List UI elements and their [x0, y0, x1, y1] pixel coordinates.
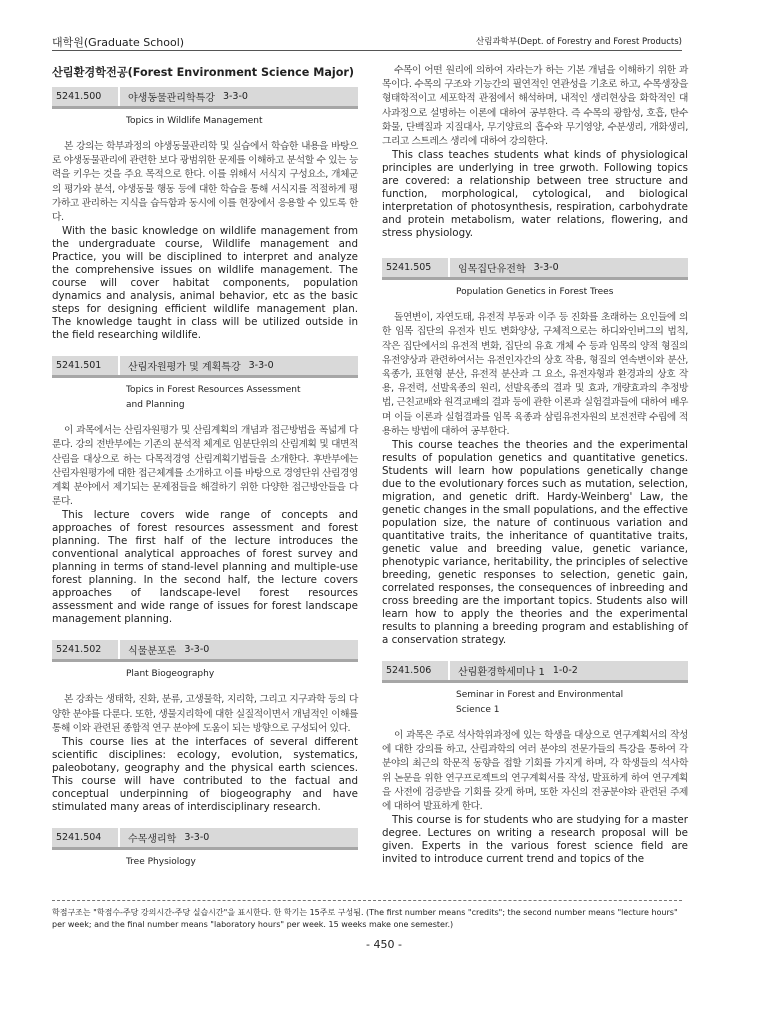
header-department: 산림과학부(Dept. of Forestry and Forest Products) — [476, 37, 682, 47]
course-code: 5241.504 — [52, 828, 120, 847]
course-block — [382, 258, 688, 647]
running-header — [52, 32, 682, 50]
course-english-name: Tree Physiology — [126, 857, 196, 868]
course-korean-name: 임목집단유전학 — [458, 264, 526, 276]
course-block — [382, 661, 688, 866]
course-english-description: This course is for students who are studying for a master degree. Lectures on writing a research proposal will be given. Experts in the various forest science field are invited to introduce current trend and topics of the — [382, 814, 688, 866]
course-english-name: Plant Biogeography — [126, 669, 215, 680]
header-school: 대학원(Graduate School) — [52, 36, 185, 49]
course-korean-name: 산림자원평가 및 계획특강 — [128, 362, 241, 374]
course-block — [52, 640, 358, 814]
course-header — [52, 87, 358, 109]
left-column — [52, 62, 358, 881]
course-korean-description: 이 과목은 주로 석사학위과정에 있는 학생을 대상으로 연구계획서의 작성에 대한 강의를 하고, 산림과학의 여러 분야의 전문가들의 특강을 통하여 각 분야의 최근의 학문적 동향을 접할 기회를 가지게 하며, 각 학생들의 석사학위 논문을 위한 연구프로젝트의 연구계획서를 작성, 발표하게 하여 연구계획을 사전에 검증받을 기회를 갖게 하며, 또한 자신의 전공분야와 관련된 주제에 대하여 발표하게 한다. — [382, 730, 688, 813]
major-title: 산림환경학전공(Forest Environment Science Major) — [52, 66, 355, 79]
course-english-description: This course lies at the interfaces of several different scientific disciplines: ecology, evolution, systematics, paleobotany, geography and the physical earth sciences. This course will have contributed to the factual and conceptual underpinning of biogeography and have stimulated many areas of interdisciplinary research. — [52, 736, 358, 814]
credit-footnote: 학점구조는 "학점수-주당 강의시간-주당 실습시간"을 표시한다. 한 학기는 15주로 구성됨. (The first number means "credits"; the second number means "lecture hours" per week; and the final number means "laboratory hours" per week. 15 weeks make one semester.) — [52, 908, 678, 929]
page-number: - 450 - — [366, 938, 402, 951]
course-korean-name: 식물분포론 — [128, 646, 177, 658]
course-korean-description: 본 강좌는 생태학, 진화, 분류, 고생물학, 지리학, 그리고 지구과학 등의 다양한 분야를 다룬다. 또한, 생물지리학에 대한 실질적이면서 개념적인 이해를 통해 이와 관련된 종합적 연구 분야에 도움이 되는 방향으로 구성되어 있다. — [52, 694, 358, 734]
course-credits: 3-3-0 — [533, 262, 559, 274]
course-header — [382, 258, 688, 280]
course-header — [382, 661, 688, 683]
course-code: 5241.501 — [52, 356, 120, 375]
course-credits: 1-0-2 — [552, 665, 578, 677]
course-english-name: Seminar in Forest and Environmental Science 1 — [456, 690, 624, 716]
course-code: 5241.500 — [52, 87, 120, 106]
footnote-divider — [52, 900, 682, 901]
course-english-description: This course teaches the theories and the experimental results of population genetics and quantitative genetics. Students will learn how populations genetically change due to the evolutionary forces such as mutation, selection, migration, and genetic drift. Hardy-Weinberg' Law, the genetic changes in the small populations, and the effective population size, the nature of continuous variation and quantitative traits, the inheritance of quantitative traits, genetic value and breeding value, genetic variance, phenotypic variance, heritability, the principles of selective breeding, genetic responses to selection, genetic gain, correlated responses, the consequences of inbreeding and cross breeding are the important topics. Students also will learn how to apply the theories and the experimental results to planning a breeding program and establishing of a conservation strategy. — [382, 439, 688, 647]
header-divider — [52, 50, 682, 51]
course-credits: 3-3-0 — [248, 360, 274, 372]
course-english-description: This lecture covers wide range of concepts and approaches of forest resources assessment and forest planning. The first half of the lecture introduces the conventional analytical approaches of forest survey and planning in terms of stand-level planning and multiple-use forest planning. In the second half, the lecture covers approaches of landscape-level forest resources assessment and wide range of issues for forest landscape management planning. — [52, 509, 358, 626]
course-korean-description: 돌연변이, 자연도태, 유전적 부동과 이주 등 진화를 초래하는 요인들에 의한 임목 집단의 유전자 빈도 변화양상, 구체적으로는 하디와인버그의 법칙, 작은 집단에서의 유전적 변화, 집단의 유효 개체 수 등과 임목의 양적 형질의 유전양상과 관련하여서는 유전인자간의 상호 작용, 형질의 연속변이와 분산, 육종가, 표현형 분산, 유전적 분산과 그 요소, 유전자형과 환경과의 상호 작용, 유전력, 선발육종의 원리, 선발육종의 결과 및 효과, 개량효과의 추정방법, 근친교배와 원격교배의 결과 등에 관한 이론과 실험결과들에 대하여 배우며 이들 이론과 실험결과를 임목 육종과 삼림유전자원의 보전전략 수립에 적용하는 방법에 대하여 공부한다. — [382, 312, 688, 437]
course-korean-name: 수목생리학 — [128, 834, 177, 846]
course-credits: 3-3-0 — [184, 644, 210, 656]
course-korean-name: 야생동물관리학특강 — [128, 93, 215, 104]
course-block — [52, 828, 358, 870]
course-block — [52, 87, 358, 342]
course-english-name: Topics in Wildlife Management — [126, 116, 263, 126]
right-column — [382, 64, 688, 866]
course-korean-description: 이 과목에서는 산림자원평가 및 산림계획의 개념과 접근방법을 폭넓게 다룬다. 강의 전반부에는 기존의 분석적 체계로 임분단위의 산림계획 및 대면적 산림을 대상으로 하는 다목적경영 산림계획기법들을 소개한다. 후반부에는 산림자원평가에 대한 접근체계를 소개하고 이를 바탕으로 경영단위 산림경영계획 분야에서 제기되는 문제점들을 해결하기 위한 다양한 접근방안들을 다룬다. — [52, 425, 358, 508]
course-english-description: With the basic knowledge on wildlife management from the undergraduate course, Wildlife management and Practice, you will be disciplined to interpret and analyze the comprehensive issues on wildlife management. The course will cover habitat components, population dynamics and analysis, animal behavior, etc as the basic steps for designing efficient wildlife management plan. The knowledge taught in class will be utilized outside in the field researching wildlife. — [52, 225, 358, 342]
course-korean-description: 본 강의는 학부과정의 야생동물관리학 및 실습에서 학습한 내용을 바탕으로 야생동물관리에 관련한 보다 광범위한 문제를 이해하고 분석할 수 있는 능력을 키우는 것을 주요 목적으로 한다. 이를 위해서 서식지 구성요소, 개체군의 평가와 분석, 야생동물 행동 등에 대한 학습을 통해 서식지를 적절하게 평가하고 관리하는 지식을 습득함과 동시에 이를 현장에서 응용할 수 있도록 한다. — [52, 141, 358, 224]
course-english-name: Topics in Forest Resources Assessment and Planning — [126, 385, 301, 411]
course-header — [52, 640, 358, 662]
course-credits: 3-3-0 — [184, 832, 210, 844]
course-code: 5241.502 — [52, 640, 120, 659]
course-header — [52, 828, 358, 850]
course-code: 5241.505 — [382, 258, 450, 277]
course-header — [52, 356, 358, 378]
continued-korean-description: 수목이 어떤 원리에 의하여 자라는가 하는 기본 개념을 이해하기 위한 과목이다. 수목의 구조와 기능간의 필연적인 연관성을 기초로 하고, 수목생장을 형태학적이고 세포학적 관점에서 해석하며, 내적인 생리현상을 화학적인 대사과정으로 설명하는 이론에 대하여 공부한다. 즉 수목의 광합성, 호흡, 탄수화물, 단백질과 지질대사, 무기양료의 흡수와 무기영양, 수분생리, 개화생리, 그리고 스트레스 생리에 대하여 강의한다. — [382, 65, 688, 148]
course-credits: 3-3-0 — [222, 91, 248, 102]
course-english-name: Population Genetics in Forest Trees — [456, 287, 614, 298]
course-block — [52, 356, 358, 626]
course-code: 5241.506 — [382, 661, 450, 680]
continued-english-description: This class teaches students what kinds of physiological principles are underlying in tree grwoth. Following topics are covered: a relationship between tree structure and function, morphological, cytological, and biological interpretation of photosynthesis, respiration, carbohydrate and protein metabolism, water relations, flowering, and stress physiology. — [382, 149, 688, 240]
course-korean-name: 산림환경학세미나 1 — [458, 667, 545, 679]
